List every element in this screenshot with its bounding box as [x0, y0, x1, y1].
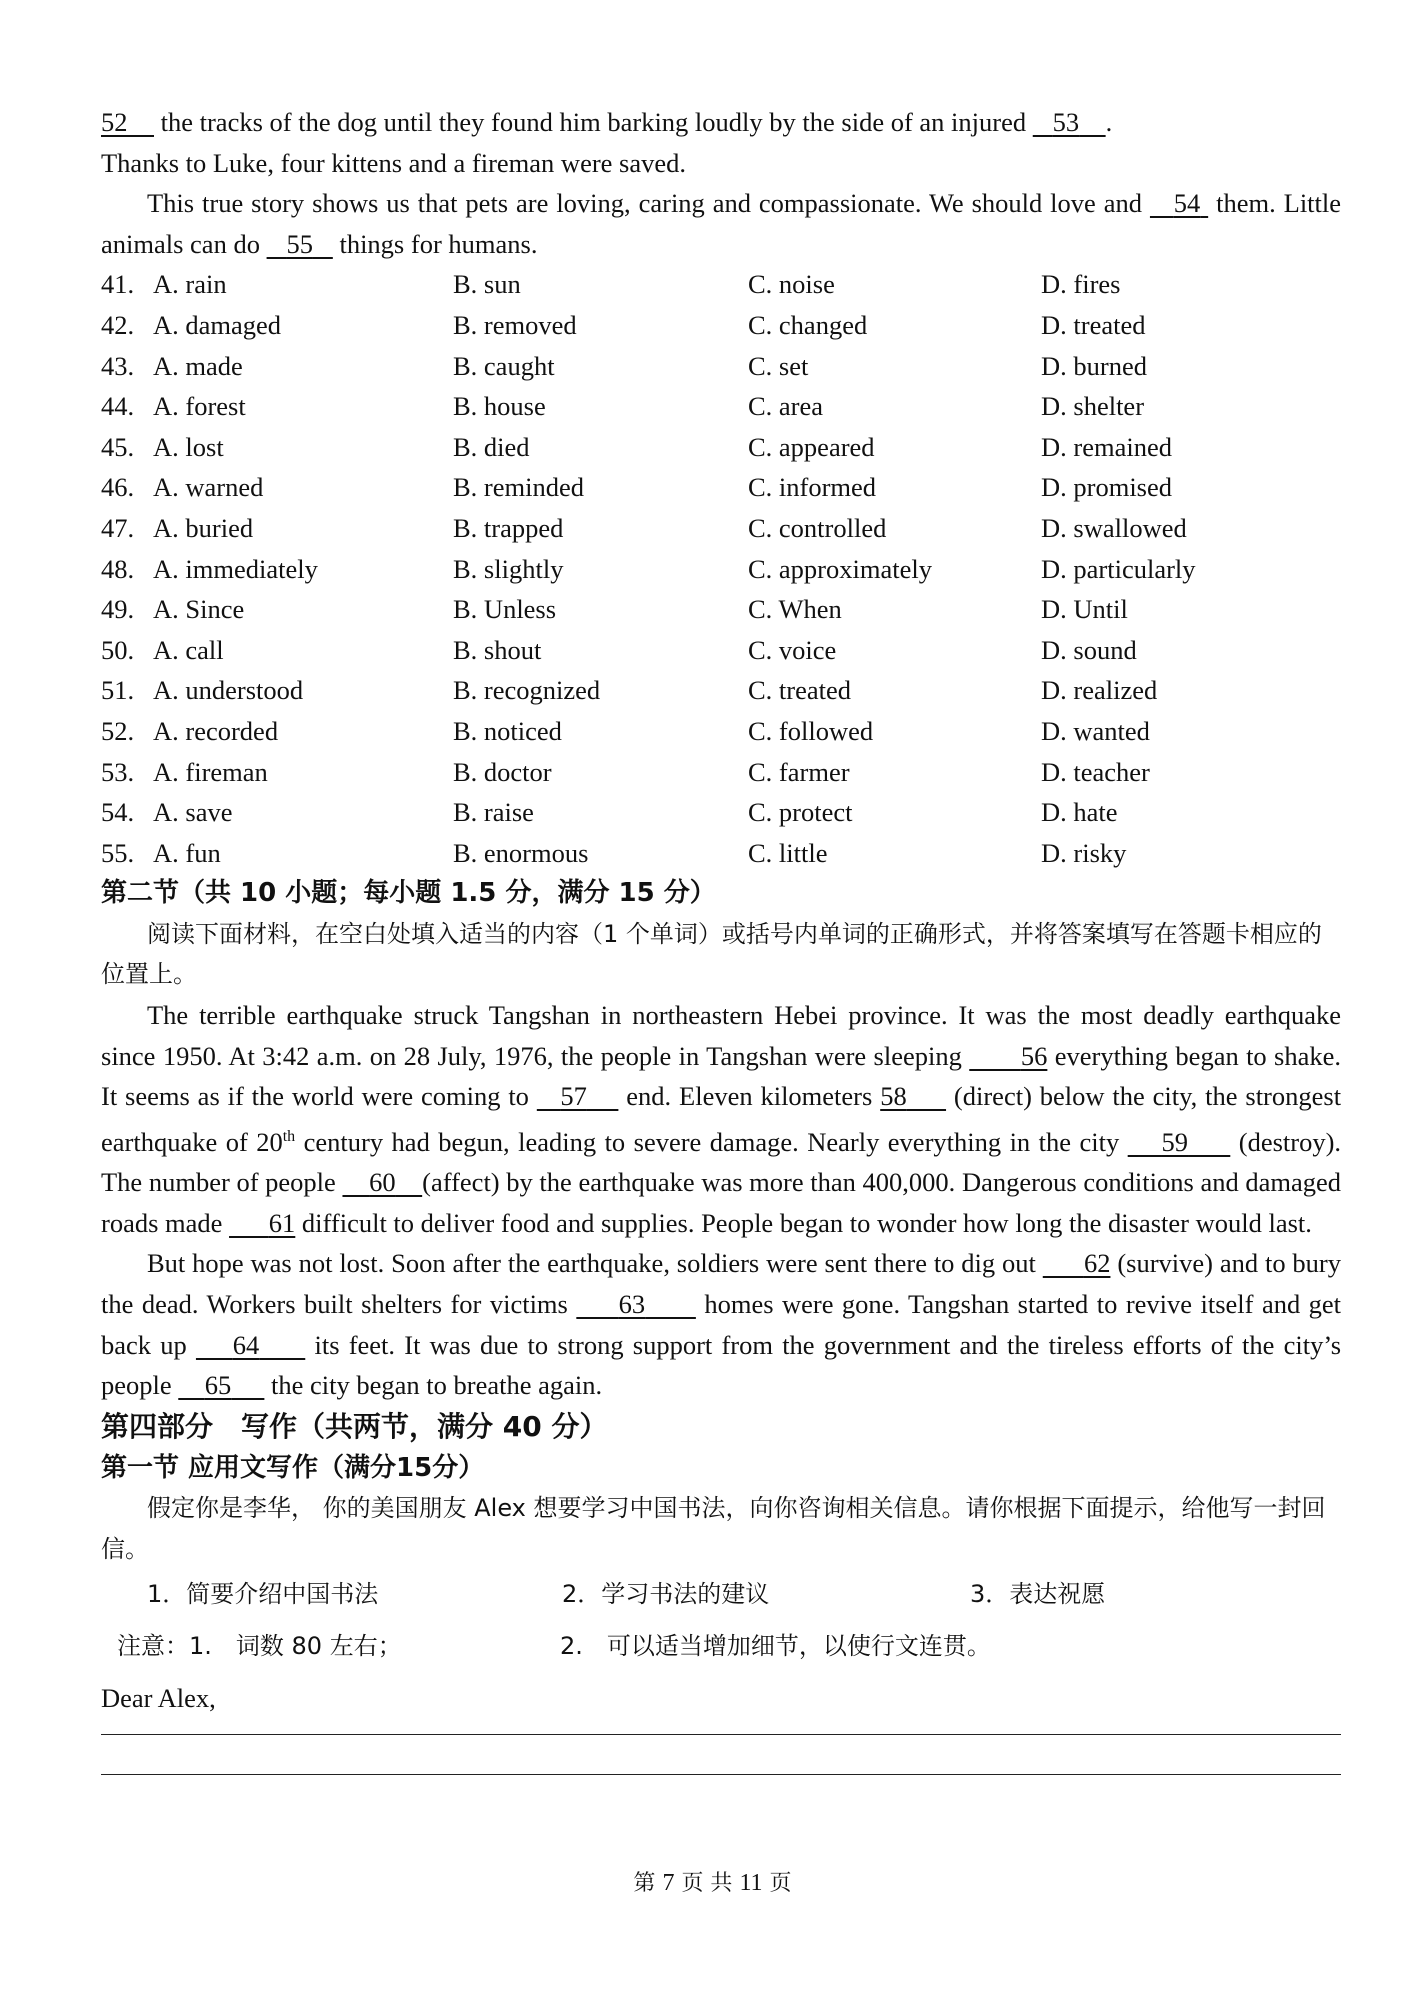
exam-page	[101, 102, 1341, 1775]
option-c: C. appeared	[748, 431, 875, 462]
option-a: A. forest	[153, 391, 246, 422]
option-row	[101, 467, 1341, 508]
option-c: C. approximately	[748, 553, 932, 584]
option-b: B. removed	[453, 309, 577, 340]
question-number: 49.	[101, 594, 135, 625]
option-b: B. enormous	[453, 837, 589, 868]
blank-56: 56	[1020, 1040, 1048, 1071]
writing-section-heading: 第一节 应用文写作（满分15分）	[101, 1452, 485, 1483]
question-number: 54.	[101, 797, 135, 828]
option-row	[101, 792, 1341, 833]
passage-text: This true story shows us that pets are loving, caring and compassionate. We should love and	[147, 188, 1142, 219]
letter-greeting: Dear Alex,	[101, 1682, 216, 1713]
page-number: 7	[662, 1870, 675, 1896]
passage-tail-para1: 52 the tracks of the dog until they found him barking loudly by the side of an injured 53 . Thanks to Luke, four kittens and a fireman were saved.	[101, 107, 1113, 178]
option-row	[101, 386, 1341, 427]
option-d: D. hate	[1041, 797, 1118, 828]
blank-61: 61	[268, 1207, 296, 1238]
answer-line	[101, 1734, 1341, 1735]
option-c: C. area	[748, 391, 824, 422]
option-c: C. treated	[748, 675, 852, 706]
option-c: C. protect	[748, 797, 853, 828]
options-list	[101, 264, 1341, 873]
note-2: 2. 可以适当增加细节，以使行文连贯。	[560, 1631, 991, 1660]
writing-points	[101, 1570, 1341, 1618]
writing-point: 1．简要介绍中国书法	[147, 1579, 379, 1608]
blank-64: 64	[232, 1329, 260, 1360]
section2-instruction: 阅读下面材料，在空白处填入适当的内容（1 个单词）或括号内单词的正确形式，并将答案填写在答题卡相应的位置上。	[101, 919, 1322, 989]
option-row	[101, 305, 1341, 346]
question-number: 44.	[101, 391, 135, 422]
option-row	[101, 670, 1341, 711]
option-b: B. recognized	[453, 675, 601, 706]
option-row	[101, 549, 1341, 590]
option-c: C. When	[748, 594, 842, 625]
option-c: C. set	[748, 350, 809, 381]
passage-text: things for humans.	[339, 228, 538, 259]
option-a: A. warned	[153, 472, 264, 503]
option-b: B. doctor	[453, 756, 552, 787]
option-a: A. Since	[153, 594, 245, 625]
writing-point: 2．学习书法的建议	[562, 1579, 770, 1608]
option-b: B. trapped	[453, 512, 564, 543]
grammar-para2: But hope was not lost. Soon after the earthquake, soldiers were sent there to dig out 62 (survive) and to bury the dead. Workers built shelters for victims 63 homes were gone. Tangshan started to revive itself and get back up 64 its feet. It was due to strong support from the government and the tireless efforts of the city’s people 65 the city began to breathe again.	[101, 1248, 1342, 1401]
question-number: 45.	[101, 431, 135, 462]
option-a: A. call	[153, 634, 224, 665]
option-a: A. made	[153, 350, 243, 381]
blank-54: 54	[1173, 188, 1201, 219]
blank-60: 60	[369, 1167, 396, 1198]
option-a: A. fun	[153, 837, 221, 868]
question-number: 41.	[101, 269, 135, 300]
option-c: C. informed	[748, 472, 877, 503]
option-c: C. changed	[748, 309, 868, 340]
option-c: C. controlled	[748, 512, 887, 543]
option-a: A. lost	[153, 431, 224, 462]
option-row	[101, 427, 1341, 468]
option-c: C. farmer	[748, 756, 850, 787]
section2-heading: 第二节（共 10 小题；每小题 1.5 分，满分 15 分）	[101, 878, 716, 909]
part4-heading: 第四部分 写作（共两节，满分 40 分）	[101, 1409, 608, 1443]
question-number: 43.	[101, 350, 135, 381]
option-b: B. died	[453, 431, 530, 462]
blank-52: 52	[101, 107, 128, 137]
passage-tail-para2	[101, 183, 1341, 264]
blank-58: 58	[880, 1081, 907, 1112]
blank-55: 55	[286, 228, 313, 259]
question-number: 50.	[101, 634, 135, 665]
option-d: D. wanted	[1041, 715, 1150, 746]
blank-63: 63	[618, 1289, 646, 1320]
option-a: A. immediately	[153, 553, 318, 584]
option-row	[101, 346, 1341, 387]
option-d: D. treated	[1041, 309, 1146, 340]
option-a: A. rain	[153, 269, 227, 300]
option-d: D. remained	[1041, 431, 1172, 462]
option-row	[101, 589, 1341, 630]
option-row	[101, 630, 1341, 671]
page-footer: 第 7 页 共 11 页	[633, 1870, 792, 1896]
option-b: B. sun	[453, 269, 521, 300]
page-total: 11	[739, 1870, 763, 1896]
option-d: D. particularly	[1041, 553, 1196, 584]
option-b: B. shout	[453, 634, 542, 665]
option-b: B. caught	[453, 350, 555, 381]
writing-notes	[101, 1618, 1341, 1674]
question-number: 47.	[101, 512, 135, 543]
option-d: D. promised	[1041, 472, 1173, 503]
question-number: 42.	[101, 309, 135, 340]
note-1: 注意：1. 词数 80 左右；	[117, 1631, 402, 1660]
option-c: C. voice	[748, 634, 837, 665]
option-b: B. house	[453, 391, 546, 422]
option-b: B. noticed	[453, 715, 562, 746]
option-a: A. buried	[153, 512, 254, 543]
option-row	[101, 264, 1341, 305]
option-d: D. burned	[1041, 350, 1147, 381]
question-number: 52.	[101, 715, 135, 746]
option-b: B. Unless	[453, 594, 557, 625]
option-d: D. fires	[1041, 269, 1121, 300]
question-number: 55.	[101, 837, 135, 868]
option-a: A. understood	[153, 675, 304, 706]
option-a: A. damaged	[153, 309, 282, 340]
option-row	[101, 752, 1341, 793]
blank-59: 59	[1161, 1126, 1189, 1157]
question-number: 51.	[101, 675, 135, 706]
blank-62: 62	[1083, 1248, 1111, 1279]
answer-line	[101, 1774, 1341, 1775]
passage-text: them. Little animals can do	[101, 188, 1342, 259]
option-b: B. reminded	[453, 472, 584, 503]
option-d: D. Until	[1041, 594, 1128, 625]
option-a: A. recorded	[153, 715, 279, 746]
question-number: 53.	[101, 756, 135, 787]
option-c: C. little	[748, 837, 828, 868]
option-row	[101, 711, 1341, 752]
option-d: D. risky	[1041, 837, 1127, 868]
option-b: B. raise	[453, 797, 534, 828]
blank-53: 53	[1052, 107, 1080, 137]
blank-57: 57	[560, 1081, 587, 1112]
option-c: C. followed	[748, 715, 874, 746]
writing-prompt: 假定你是李华， 你的美国朋友 Alex 想要学习中国书法，向你咨询相关信息。请你根据下面提示，给他写一封回信。	[101, 1494, 1326, 1564]
option-a: A. fireman	[153, 756, 268, 787]
option-b: B. slightly	[453, 553, 564, 584]
option-d: D. realized	[1041, 675, 1158, 706]
option-d: D. sound	[1041, 634, 1137, 665]
question-number: 48.	[101, 553, 135, 584]
option-c: C. noise	[748, 269, 835, 300]
option-d: D. shelter	[1041, 391, 1145, 422]
option-row	[101, 508, 1341, 549]
option-row	[101, 833, 1341, 874]
passage-text: the tracks of the dog until they found him barking loudly by the side of an injured	[160, 107, 1027, 137]
blank-65: 65	[204, 1370, 232, 1401]
grammar-para1: The terrible earthquake struck Tangshan in northeastern Hebei province. It was the most deadly earthquake since 1950. At 3:42 a.m. on 28 July, 1976, the people in Tangshan were sleeping 56 everything began to shake. It seems as if the world were coming to 57 end. Eleven kilometers 58 (direct) below the city, the strongest earthquake of 20th century had begun, leading to severe damage. Nearly everything in the city 59 (destroy). The number of people 60 (affect) by the earthquake was more than 400,000. Dangerous conditions and damaged roads made 61 difficult to deliver food and supplies. People began to wonder how long the disaster would last.	[101, 1000, 1342, 1238]
question-number: 46.	[101, 472, 135, 503]
passage-text: Thanks to Luke, four kittens and a fireman were saved.	[101, 147, 687, 178]
writing-point: 3．表达祝愿	[970, 1579, 1106, 1608]
option-d: D. teacher	[1041, 756, 1150, 787]
option-a: A. save	[153, 797, 233, 828]
option-d: D. swallowed	[1041, 512, 1187, 543]
